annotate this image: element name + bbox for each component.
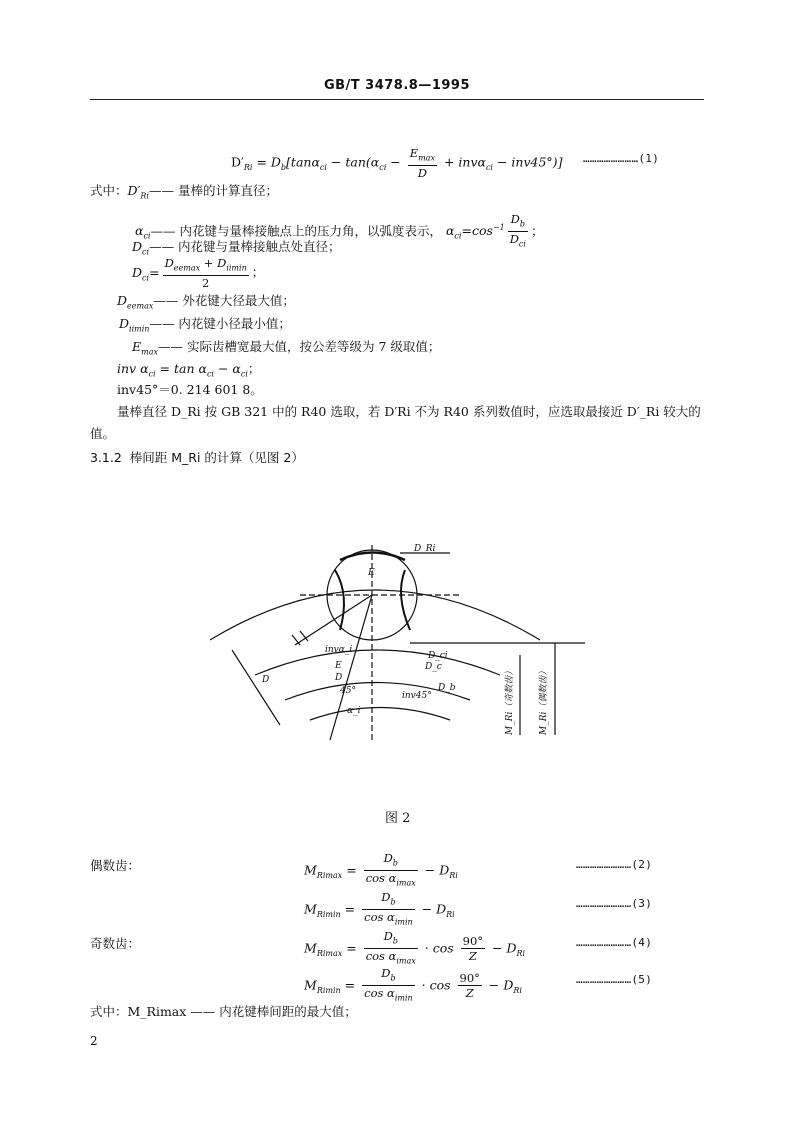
paragraph-line-2: 值。 (90, 426, 116, 441)
label-e-over-d-n: E (335, 661, 342, 671)
odd-label: 奇数齿： (90, 936, 141, 951)
paragraph-line-1: 量棒直径 D_Ri 按 GB 321 中的 R40 选取，若 D′Ri 不为 R40 系列数值时，应选取最接近 D′_Ri 较大的 (117, 404, 701, 419)
formula-3-number: ……………………(3) (576, 897, 653, 910)
label-inv: invα_i (325, 645, 353, 655)
formula-4-number: ……………………(4) (576, 936, 653, 949)
inner-arc-3 (310, 708, 450, 721)
d-dim-line (232, 650, 280, 725)
label-dri: D_Ri (414, 544, 436, 554)
formula-4: $M_{Rimax}$ = $\frac{D_b}{\cos \alpha_{imax}}$ · cos $\frac{90^\circ}{Z}$ − $D_{Ri}$ (304, 929, 526, 966)
label-m-odd: M_Ri（奇数齿） (505, 666, 515, 735)
label-ai: α_i (347, 706, 361, 716)
tick-left (292, 631, 308, 645)
def-dci: $D_{ci}——$ 内花键与量棒接触点处直径； (132, 239, 341, 257)
outer-arc (210, 590, 540, 640)
last-definition: 式中：M_Rimax —— 内花键棒间距的最大值； (90, 1004, 357, 1019)
formula-2: $M_{Rimax}$ = $\frac{D_b}{\cos \alpha_{imax}}$ − $D_{Ri}$ (304, 851, 458, 888)
tooth-profile-left (335, 570, 344, 630)
label-45: 45° (340, 686, 356, 696)
def-dci-formula: $D_{ci}=$ $\frac{D_{eemax} + D_{iimin}}{2}$ ； (132, 256, 265, 291)
even-label: 偶数齿： (90, 858, 141, 873)
def-deemax: $D_{eemax}——$ 外花键大径最大值； (117, 293, 295, 311)
page-header: GB/T 3478.8—1995 (323, 78, 471, 93)
def-inv: inv $\alpha_{ci} = \tan \alpha_{ci} - \alpha_{ci}$； (117, 361, 261, 379)
def-inv45: inv45°＝0. 214 601 8。 (117, 382, 263, 397)
section-heading: 3.1.2 棒间距 M_Ri 的计算（见图 2） (90, 450, 304, 465)
formula-2-number: ……………………(2) (576, 858, 653, 871)
formula-5: $M_{Rimin}$ = $\frac{D_b}{\cos \alpha_{imin}}$ · cos $\frac{90^\circ}{Z}$ − $D_{Ri}$ (304, 966, 522, 1003)
label-inv45: inv45° (402, 691, 432, 701)
figure-2 (200, 535, 590, 770)
label-db: D_b (438, 683, 456, 693)
formula-5-number: ……………………(5) (576, 973, 653, 986)
inner-arc-1 (255, 650, 500, 675)
def-emax: $E_{max}——$ 实际齿槽宽最大值，按公差等级为 7 级取值； (132, 339, 441, 357)
label-m-even: M_Ri（偶数齿） (539, 666, 549, 735)
label-d: D (262, 675, 270, 685)
def-alpha: $\alpha_{ci}——$ 内花键与量棒接触点上的压力角，以弧度表示， $\alpha_{ci}=\cos^{-1}$ $\frac{D_b}{D_{ci}}$ ； (135, 212, 544, 249)
formula-1-number: ……………………(1) (583, 152, 660, 165)
header-rule (90, 99, 704, 100)
def-dri: 式中：$D'_{Ri}——$ 量棒的计算直径； (90, 183, 278, 201)
figure-caption: 图 2 (385, 811, 411, 826)
page-number: 2 (90, 1034, 98, 1048)
def-diimin: $D_{iimin}——$ 内花键小径最小值； (119, 316, 291, 334)
label-dc: D_c (425, 662, 442, 672)
label-e-over-d-d: D (335, 673, 343, 683)
formula-3: $M_{Rimin}$ = $\frac{D_b}{\cos \alpha_{imin}}$ − $D_{Ri}$ (304, 890, 455, 927)
label-e: E (368, 568, 375, 578)
label-dci: D_ci (428, 651, 448, 661)
formula-1: $D'_{Ri} = D_b[\tan\alpha_{ci} - \tan(\alpha_{ci}$ − $\frac{E_{max}}{D}$ + invα$_{ci}$ − inv45°)] (231, 146, 563, 181)
radial-line-1 (295, 595, 372, 645)
